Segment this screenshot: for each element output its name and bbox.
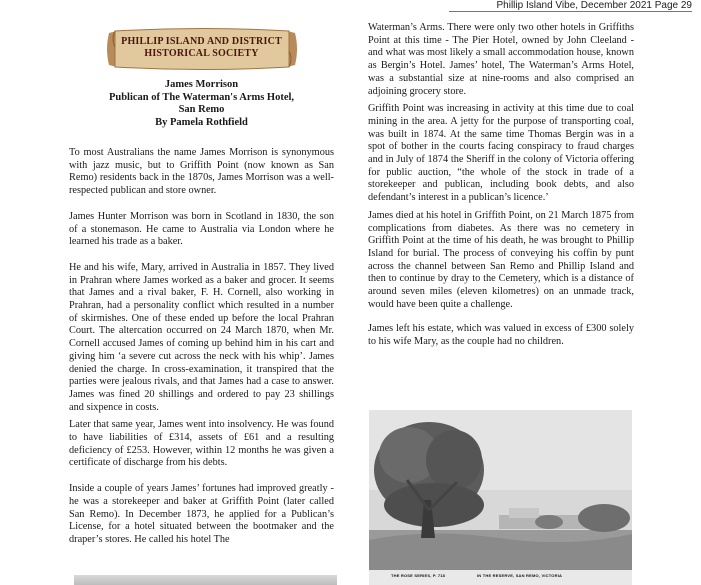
- article-title: James Morrison: [164, 79, 239, 90]
- article-subtitle-2: San Remo: [178, 104, 225, 115]
- paragraph: Waterman’s Arms. There were only two other hotels in Griffiths Point at this time - The Pier Hotel, owned by John Cleeland - and what was most likely a small accommodation house, known as Bergin’s Hotel. James’ hotel, The Waterman’s Arms Hotel, was a substantial size at nine-rooms and also comprised an adjoining grocery store.: [368, 22, 634, 97]
- paragraph: James left his estate, which was valued in excess of £300 solely to his wife Mary, as the couple had no children.: [368, 323, 634, 348]
- article-byline: By Pamela Rothfield: [155, 116, 248, 128]
- paragraph: Inside a couple of years James’ fortunes had improved greatly - he was a storekeeper and baker at Griffith Point (later called San Remo). In December 1873, he applied for a Publican’s License, for a hotel situated between the bootmaker and the draper’s stores. He called his hotel The: [69, 483, 334, 545]
- historical-society-banner: [101, 27, 303, 71]
- article-subtitle-1: Publican of The Waterman's Arms Hotel,: [108, 91, 295, 103]
- photo-caption-location: IN THE RESERVE, SAN REMO, VICTORIA: [477, 573, 563, 578]
- paragraph: To most Australians the name James Morrison is synonymous with jazz music, but to Griffith Point (now known as San Remo) residents back in the 1870s, James Morrison was a well-respected publican and store owner.: [69, 147, 334, 197]
- paragraph: Griffith Point was increasing in activity at this time due to coal mining in the area. A jetty for the purpose of transporting coal, was built in 1874. At the same time Thomas Bergin was in a spot of bother in the courts facing conspiracy to fraud charges and in July of 1874 the Sheriff in the colony of Victoria offering for public auction, “the whole of the stock in trade of a storekeeper and publican, including book debts, and also defendant’s interest in a publican’s licence.’: [368, 103, 634, 204]
- right-column: [368, 22, 634, 361]
- tree-landscape-image: [369, 410, 632, 585]
- bottom-photo-edge: [74, 575, 337, 585]
- article-title-block: [69, 79, 334, 129]
- paragraph: James died at his hotel in Griffith Point, on 21 March 1875 from complications from diabetes. As there was no cemetery in Griffith Point at the time of his death, he was brought to Phillip Island for burial. The process of conveying his coffin by punt across the channel between San Remo and Phillip Island and then to continue by dray to the Cemetery, which is a distance of around seven miles (eleven kilometres) on an unmade track, would have been quite a challenge.: [368, 209, 634, 310]
- historic-photo: [369, 410, 632, 585]
- paragraph: Later that same year, James went into insolvency. He was found to have liabilities of £314, assets of £61 and a resulting deficiency of £253. However, within 12 months he was given a certificate of discharge from his debts.: [69, 419, 334, 469]
- photo-caption-series: THE ROSE SERIES, P. 718: [391, 573, 446, 578]
- banner-line-1: PHILLIP ISLAND AND DISTRICT: [121, 36, 282, 47]
- paragraph: He and his wife, Mary, arrived in Australia in 1857. They lived in Prahran where James worked as a baker and grocer. It seems that James and a rival baker, F. H. Cornell, also working in Prahran, had a personality conflict which resulted in a number of skirmishes. One of these ended up before the local Prahran Court. The altercation occurred on 24 March 1870, when Mr. Cornell accused James of coming up behind him in his cart and giving him ‘a severe cut across the neck with his whip’. James denied the charge. In cross-examination, it transpired that the parties were jealous rivals, and that James had a case to answer. James was fined 20 shillings and ordered to pay 23 shillings and sixpence in costs.: [69, 261, 334, 413]
- banner-line-2: HISTORICAL SOCIETY: [144, 48, 259, 59]
- page-header: Phillip Island Vibe, December 2021 Page 29: [449, 0, 692, 12]
- paragraph: James Hunter Morrison was born in Scotland in 1830, the son of a stonemason. He came to Australia via London where he learned his trade as a baker.: [69, 210, 334, 248]
- left-column: [69, 27, 334, 560]
